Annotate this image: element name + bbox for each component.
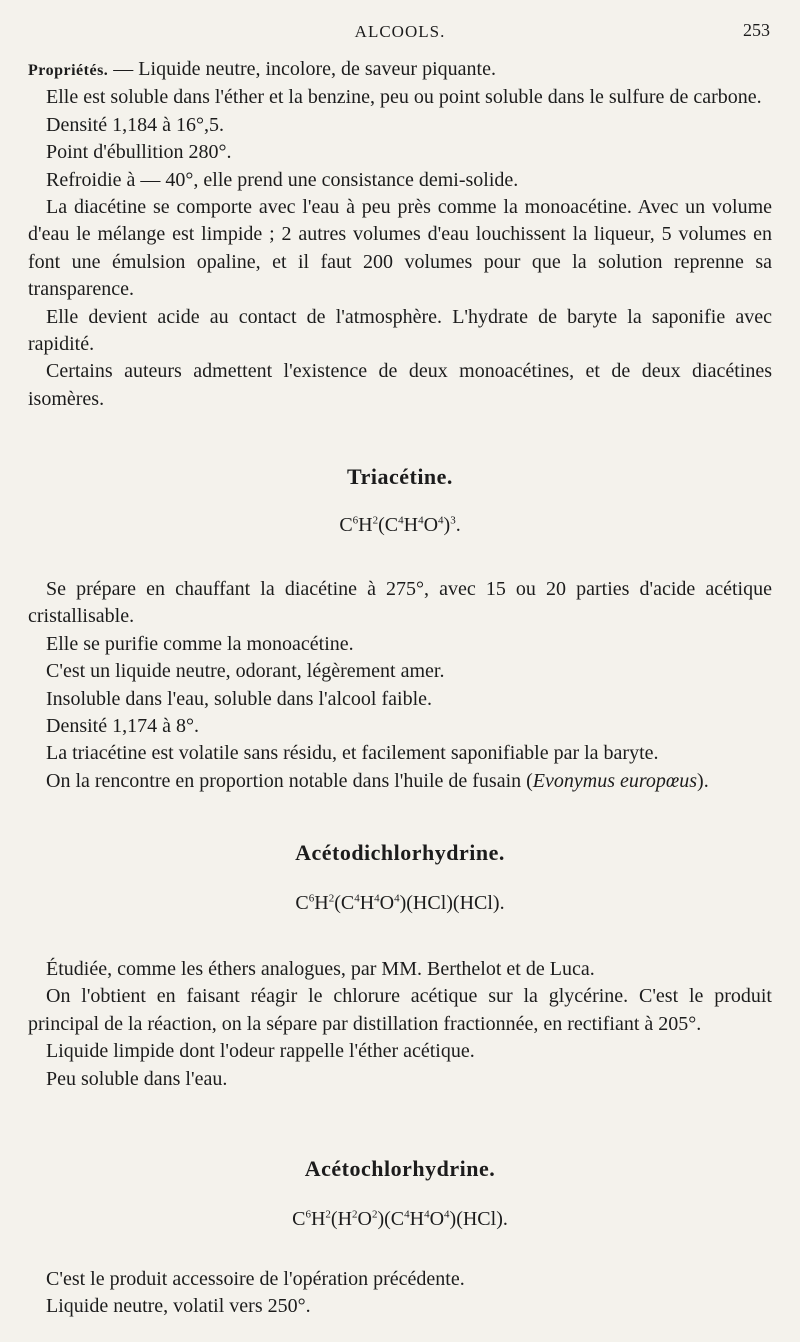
paragraph: Elle devient acide au contact de l'atmosphère. L'hydrate de baryte la saponifie avec rapidité. — [28, 305, 772, 356]
paragraph: C'est le produit accessoire de l'opération précédente. — [46, 1268, 465, 1290]
paragraph: Elle est soluble dans l'éther et la benzine, peu ou point soluble dans le sulfure de carbone. — [46, 86, 762, 109]
paragraph: Densité 1,184 à 16°,5. — [46, 113, 224, 136]
triacetine-section — [28, 576, 772, 795]
chemical-formula: $C^6H^2(C^4H^4O^4)^3$. — [339, 514, 461, 536]
diacetine-section — [28, 56, 772, 413]
paragraph: Liquide neutre, volatil vers 250°. — [46, 1295, 311, 1318]
paragraph: Se prépare en chauffant la diacétine à 275°, avec 15 ou 20 parties d'acide acétique cristallisable. — [28, 578, 772, 628]
acetodichlorhydrine-section — [28, 956, 772, 1093]
species-name: Evonymus europœus — [532, 769, 698, 792]
section-title: Triacétine. — [347, 464, 453, 489]
running-header: ALCOOLS. — [354, 22, 446, 41]
paragraph: On l'obtient en faisant réagir le chlorure acétique sur la glycérine. C'est le produit principal de la réaction, on la sépare par distillation fractionnée, en rectifiant à 205°. — [28, 985, 772, 1035]
chemical-formula: $C^6H^2(H^2O^2)(C^4H^4O^4)(HCl)$. — [292, 1208, 508, 1230]
paragraph: C'est un liquide neutre, odorant, légèrement amer. — [46, 660, 445, 683]
properties-label: Propriétés. — [28, 62, 109, 79]
paragraph: La triacétine est volatile sans résidu, et facilement saponifiable par la baryte. — [46, 742, 659, 765]
paragraph: On la rencontre en proportion notable dans l'huile de fusain (Evonymus europœus). — [46, 769, 709, 792]
page-number: 253 — [743, 20, 770, 40]
paragraph: La diacétine se comporte avec l'eau à peu près comme la monoacétine. Avec un volume d'eau le mélange est limpide ; 2 autres volumes d'eau louchissent la liqueur, 5 volumes en font une émulsion opaline, et il faut 200 volumes pour que la solution reprenne sa transparence. — [28, 196, 772, 301]
paragraph: Certains auteurs admettent l'existence de deux monoacétines, et de deux diacétines isomères. — [28, 360, 772, 410]
paragraph: Peu soluble dans l'eau. — [46, 1067, 228, 1090]
paragraph: Étudiée, comme les éthers analogues, par MM. Berthelot et de Luca. — [46, 958, 595, 980]
paragraph: Elle se purifie comme la monoacétine. — [46, 632, 354, 655]
paragraph: — Liquide neutre, incolore, de saveur piquante. — [108, 58, 496, 80]
paragraph: Insoluble dans l'eau, soluble dans l'alcool faible. — [46, 687, 432, 710]
section-title: Acétochlorhydrine. — [304, 1156, 496, 1181]
section-title: Acétodichlorhydrine. — [295, 840, 505, 865]
paragraph: Densité 1,174 à 8°. — [46, 715, 199, 738]
paragraph: Refroidie à — 40°, elle prend une consistance demi-solide. — [46, 168, 519, 191]
paragraph: Liquide limpide dont l'odeur rappelle l'éther acétique. — [46, 1040, 475, 1063]
acetochlorhydrine-section — [28, 1266, 772, 1321]
paragraph: Point d'ébullition 280°. — [46, 141, 232, 164]
chemical-formula: $C^6H^2(C^4H^4O^4)(HCl)(HCl)$. — [295, 892, 505, 914]
